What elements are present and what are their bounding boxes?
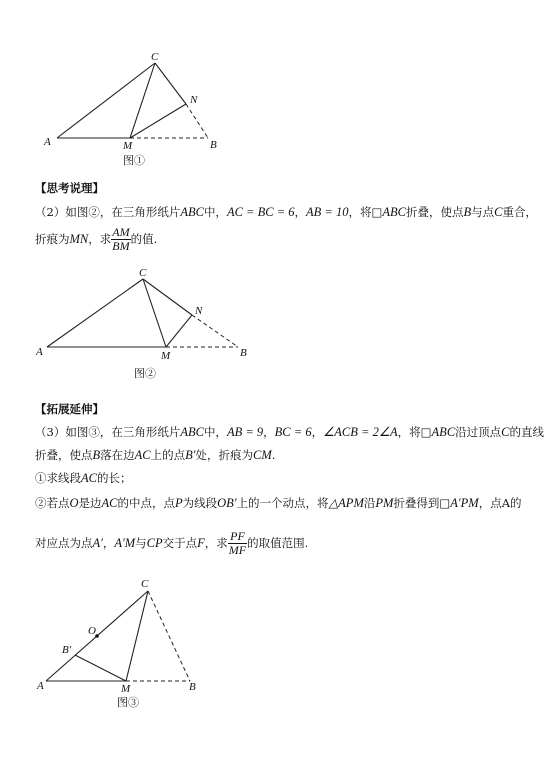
problem-3-line-1: （3）如图③，在三角形纸片ABC中，AB = 9，BC = 6，∠ACB = 2∠A，将□ABC沿过顶点C的直线 [35, 425, 544, 439]
fig3-label-bprime: B' [62, 644, 72, 656]
fig1-caption: 图① [123, 155, 145, 167]
problem-2-line-2: 折痕为 MN ，求 $\frac{AM}{BM}$ 的值. [35, 224, 158, 253]
fig1-label-m: M [123, 140, 133, 152]
fig3-caption: 图③ [117, 697, 139, 709]
fig1-label-a: A [44, 136, 51, 148]
fig3-label-a: A [37, 680, 44, 692]
fig2-label-m: M [161, 350, 171, 362]
question-1: ①求线段AC的长； [35, 471, 132, 485]
fig2-label-c: C [139, 267, 147, 279]
figure-2 [0, 265, 547, 390]
fig3-label-b: B [189, 681, 196, 693]
fig3-label-o: O [88, 625, 96, 637]
fraction-am-bm: $\frac{AM}{BM}$ [112, 224, 130, 253]
question-2-line-2: 对应点为点 A′ ， A′M 与 CP 交于点 F ，求 $\frac{PF}{MF}$ 的取值范围. [35, 528, 309, 557]
fig2-label-b: B [240, 347, 247, 359]
problem-3-line-2: 折叠，使点B落在边AC上的点B′处，折痕为CM. [35, 448, 276, 462]
fig1-label-c: C [151, 51, 159, 63]
figure-1 [0, 0, 547, 175]
figure-3 [0, 575, 547, 750]
fig2-label-n: N [195, 305, 203, 317]
question-2-line-1: ②若点O是边AC的中点，点P为线段OB′上的一个动点，将△APM沿PM折叠得到□A′PM，点A的 [35, 496, 522, 510]
fig3-label-c: C [141, 578, 149, 590]
fig1-label-b: B [210, 139, 217, 151]
fig1-label-n: N [190, 94, 198, 106]
problem-2-line-1: （2）如图②，在三角形纸片ABC中，AC = BC = 6，AB = 10，将□ABC折叠，使点B与点C重合， [35, 205, 537, 219]
fig2-label-a: A [36, 346, 43, 358]
fig2-caption: 图② [134, 368, 156, 380]
fig3-label-m: M [121, 683, 131, 695]
heading-extension: 【拓展延伸】 [35, 402, 104, 416]
heading-thinking: 【思考说理】 [35, 181, 104, 195]
fraction-pf-mf: $\frac{PF}{MF}$ [228, 528, 247, 557]
